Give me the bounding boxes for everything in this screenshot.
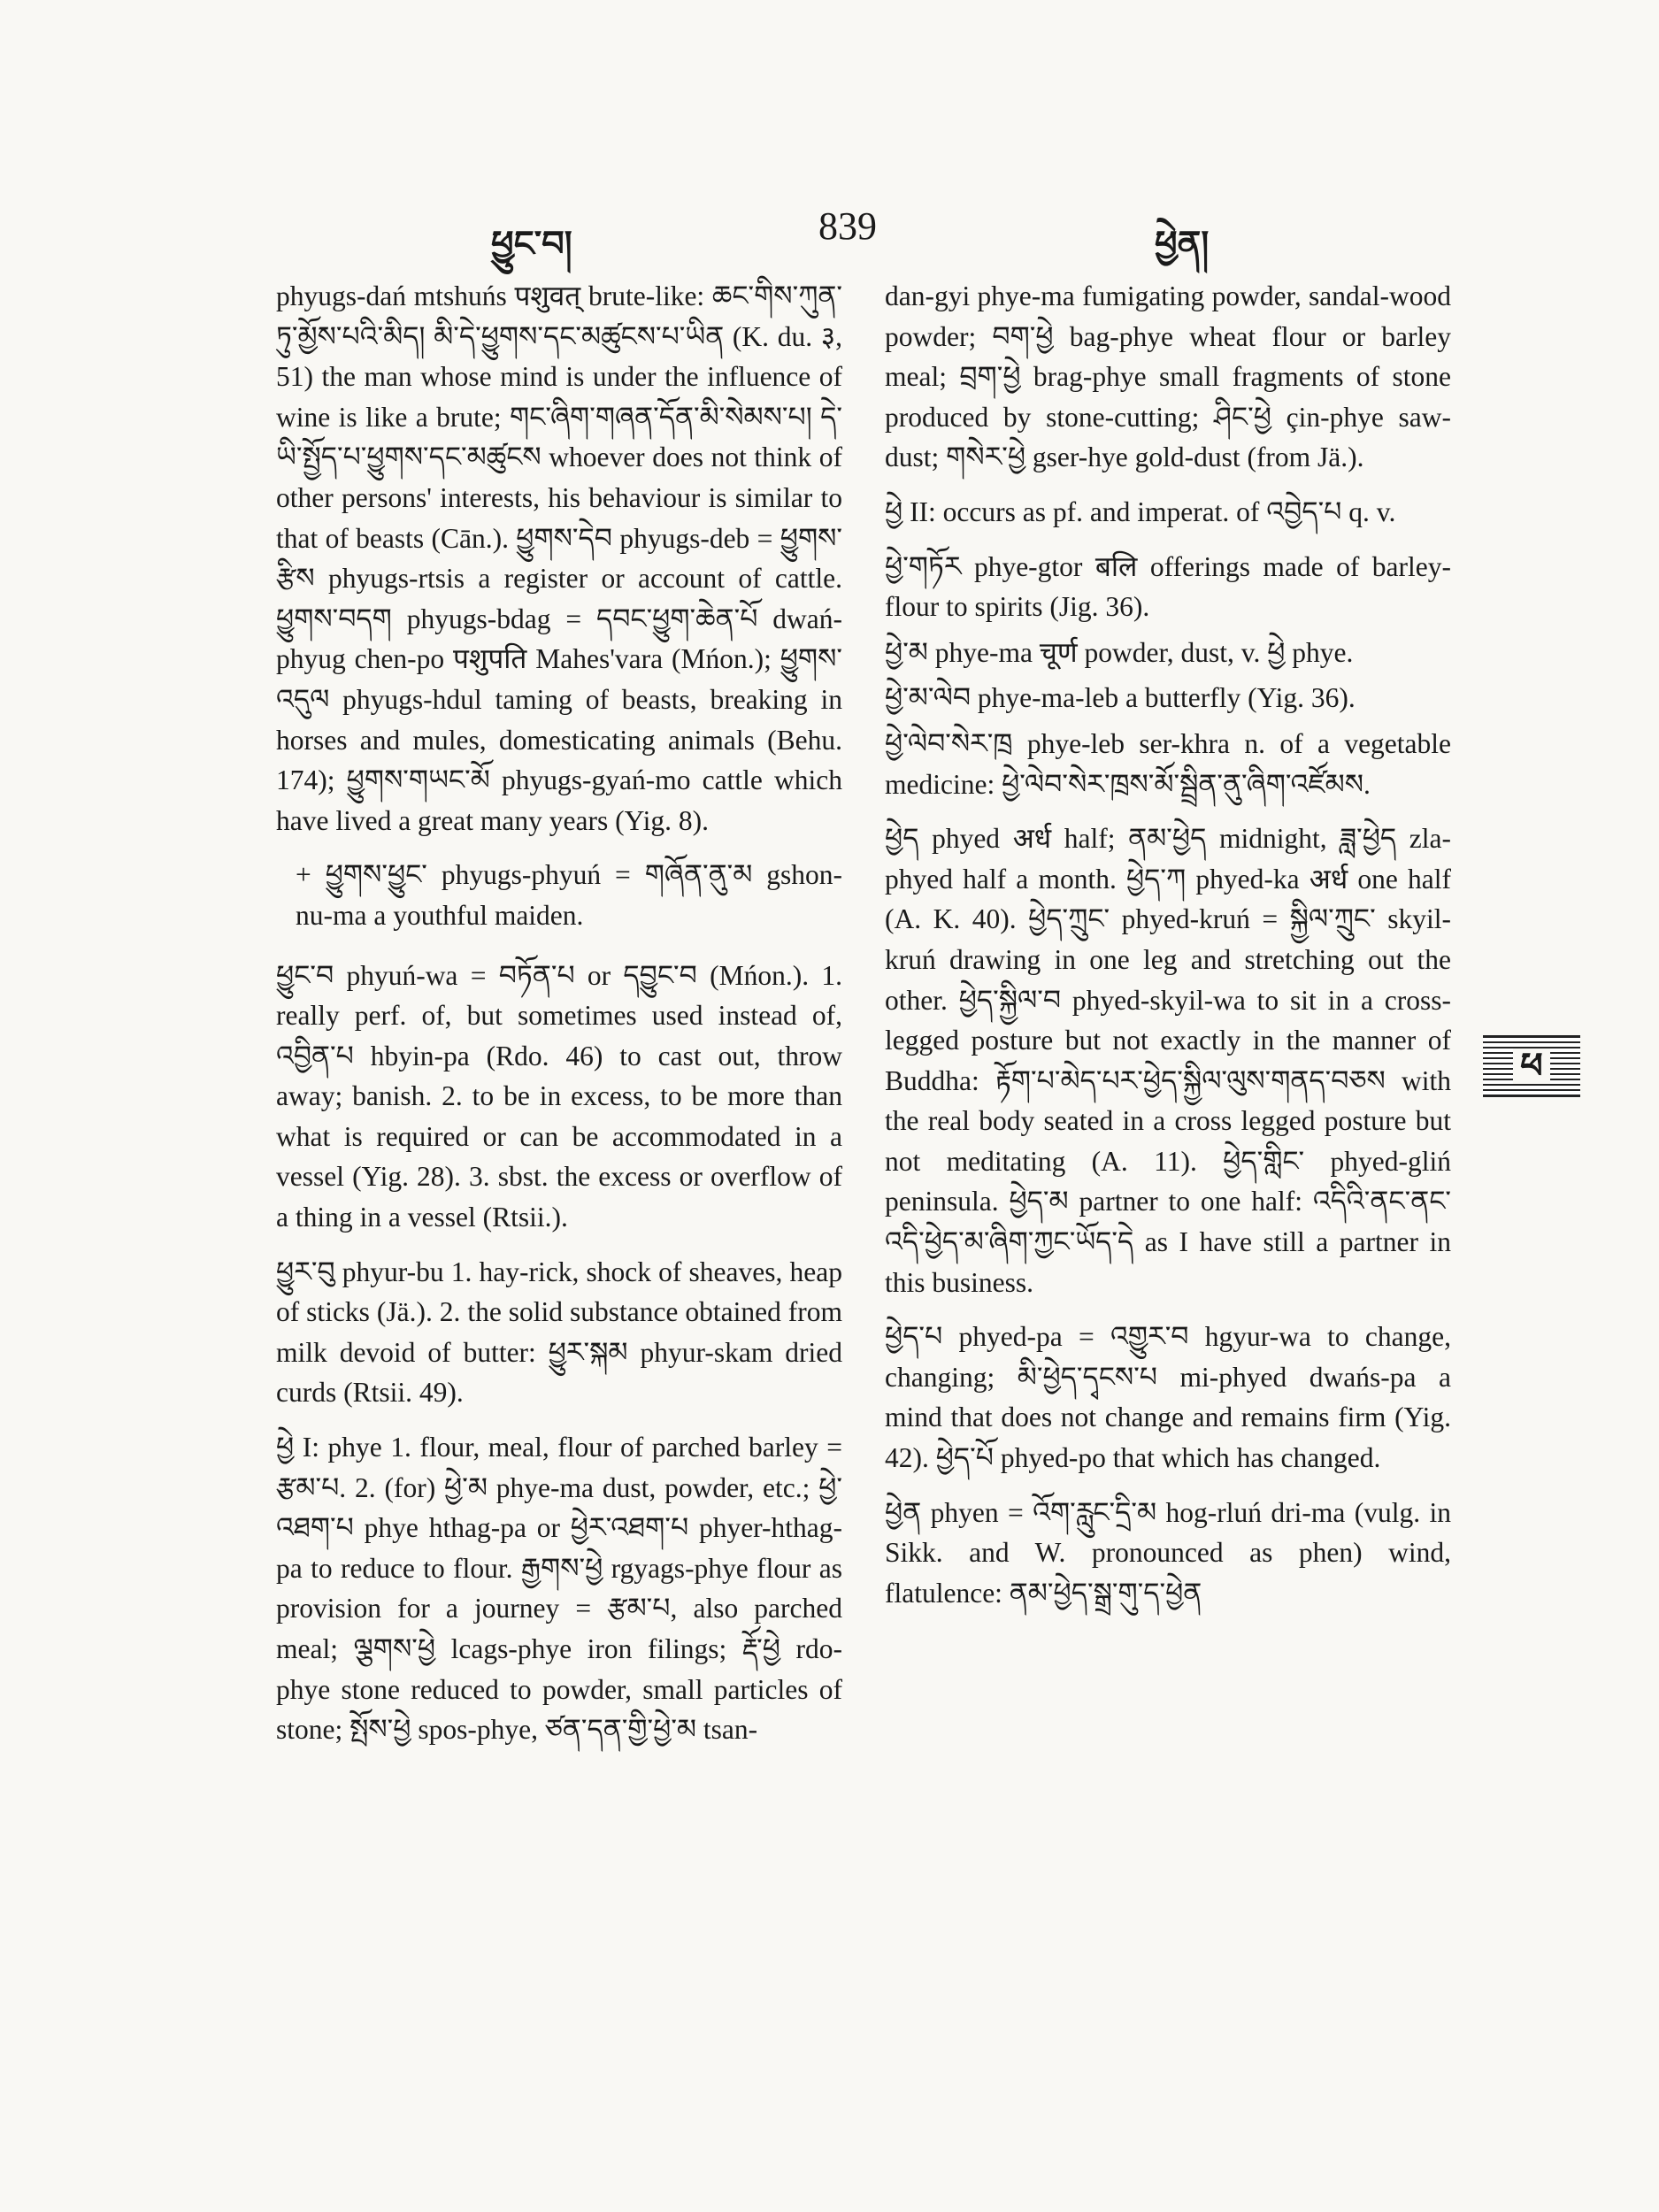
right-column (885, 276, 1451, 1627)
entry-phye-one: ཕྱེ I: phye 1. flour, meal, flour of parched barley = རྩམ་པ. 2. (for) ཕྱེ་མ phye-ma dust, powder, etc.; ཕྱེ་འཐག་པ phye hthag-pa or ཕྱེར་འཐག་པ phyer-hthag-pa to reduce to flour. རྒྱགས་ཕྱེ rgyags-phye flour as provision for a journey = རྩམ་པ, also parched meal; ལྕགས་ཕྱེ lcags-phye iron filings; རྡོ་ཕྱེ rdo-phye stone reduced to powder, small particles of stone; སྤོས་ཕྱེ spos-phye, ཙན་དན་གྱི་ཕྱེ་མ tsan- (276, 1432, 842, 1746)
header-right-headword: ཕྱེན། (1155, 224, 1210, 264)
entry-phyur-bu: ཕྱུར་བུ phyur-bu 1. hay-rick, shock of sheaves, heap of sticks (Jä.). 2. the solid substance obtained from milk devoid of butter: ཕྱུར་སྐམ phyur-skam dried curds (Rtsii. 49). (276, 1256, 842, 1409)
entry-phyugs-phyun: + ཕྱུགས་ཕྱུང་ phyugs-phyuń = གཞོན་ནུ་མ gshon-nu-ma a youthful maiden. (296, 859, 842, 931)
thumb-index-letter: ཕ (1513, 1048, 1550, 1084)
thumb-index-tab (1483, 1035, 1580, 1097)
entry-phyugs-dan-mtshuns: phyugs-dań mtshuńs पशुवत् brute-like: ཆང་གིས་ཀུན་ཏུ་མྱོས་པའི་མིད། མི་དེ་ཕྱུགས་དང་མཚུངས་པ་ཡིན (K. du. ३, 51) the man whose mind is under the influence of wine is like a brute; གང་ཞིག་གཞན་དོན་མི་སེམས་པ། དེ་ཡི་སྤྱོད་པ་ཕྱུགས་དང་མཚུངས whoever does not think of other persons' interests, his behaviour is similar to that of beasts (Cān.). ཕྱུགས་དེབ phyugs-deb = ཕྱུགས་རྩིས phyugs-rtsis a register or account of cattle. ཕྱུགས་བདག phyugs-bdag = དབང་ཕྱུག་ཆེན་པོ dwań-phyug chen-po पशुपति Mahes'vara (Mńon.); ཕྱུགས་འདུལ phyugs-hdul taming of beasts, breaking in horses and mules, domesticating animals (Behu. 174); ཕྱུགས་གཡང་མོ phyugs-gyań-mo cattle which have lived a great many years (Yig. 8). (276, 280, 842, 836)
entry-phye-leb-ser-khra: ཕྱེ་ལེབ་སེར་ཁྲ phye-leb ser-khra n. of a vegetable medicine: ཕྱེ་ལེབ་སེར་ཁྲས་མོ་སྦྲིན་ནུ་ཞིག་འཛོམས. (885, 727, 1451, 800)
entry-phyun-wa: ཕྱུང་བ phyuń-wa = བཏོན་པ or དབྱུང་བ (Mńon.). 1. really perf. of, but sometimes used instead of, འབྱིན་པ hbyin-pa (Rdo. 46) to cast out, throw away; banish. 2. to be in excess, to be more than what is required or can be accommodated in a vessel (Yig. 28). 3. sbst. the excess or overflow of a thing in a vessel (Rtsii.). (276, 959, 842, 1233)
entry-phye-gtor: ཕྱེ་གཏོར phye-gtor बलि offerings made of barley-flour to spirits (Jig. 36). (885, 550, 1451, 623)
page-number: 839 (818, 204, 877, 248)
entry-phye-ma-leb: ཕྱེ་མ་ལེབ phye-ma-leb a butterfly (Yig. 36). (885, 682, 1356, 714)
entry-phyed: ཕྱེད phyed अर्ध half; ནམ་ཕྱེད midnight, ཟླ་ཕྱེད zla-phyed half a month. ཕྱེད་ཀ phyed-ka अर्ध one half (A. K. 40). ཕྱེད་ཀྲུང་ phyed-kruń = སྐྱིལ་ཀྲུང་ skyil-kruń drawing in one leg and stretching out the other. ཕྱེད་སྐྱིལ་བ phyed-skyil-wa to sit in a cross-legged posture but not exactly in the manner of Buddha: རྟོག་པ་མེད་པར་ཕྱེད་སྐྱིལ་ལུས་གནད་བཅས with the real body seated in a cross legged posture but not meditating (A. 11). ཕྱེད་གླིང་ phyed-gliń peninsula. ཕྱེད་མ partner to one half: འདིའི་ནང་ནང་འདི་ཕྱེད་མ་ཞིག་ཀྱང་ཡོད་དེ as I have still a partner in this business. (885, 823, 1451, 1298)
entry-phye-two: ཕྱེ II: occurs as pf. and imperat. of འབྱེད་པ q. v. (885, 495, 1396, 527)
entry-phyed-pa: ཕྱེད་པ phyed-pa = འགྱུར་བ hgyur-wa to change, changing; མི་ཕྱེད་དྭངས་པ mi-phyed dwańs-pa a mind that does not change and remains firm (Yig. 42). ཕྱེད་པོ phyed-po that which has changed. (885, 1321, 1451, 1474)
page-header (0, 204, 1659, 264)
header-left-headword: ཕྱུང་བ། (491, 224, 572, 264)
entry-phye-ma: ཕྱེ་མ phye-ma चूर्ण powder, dust, v. ཕྱེ phye. (885, 636, 1354, 668)
entry-phyen: ཕྱེན phyen = འོག་རླུང་དྲི་མ hog-rluń dri-ma (vulg. in Sikk. and W. pronounced as phen) wind, flatulence: ནམ་ཕྱེད་སྒྲ་གུ་ད་ཕྱེན (885, 1496, 1451, 1609)
left-column (276, 276, 842, 1764)
entry-phye-one-continued: dan-gyi phye-ma fumigating powder, sandal-wood powder; བག་ཕྱེ bag-phye wheat flour or barley meal; བྲག་ཕྱེ brag-phye small fragments of stone produced by stone-cutting; ཤིང་ཕྱེ çin-phye saw-dust; གསེར་ཕྱེ gser-hye gold-dust (from Jä.). (885, 280, 1451, 473)
